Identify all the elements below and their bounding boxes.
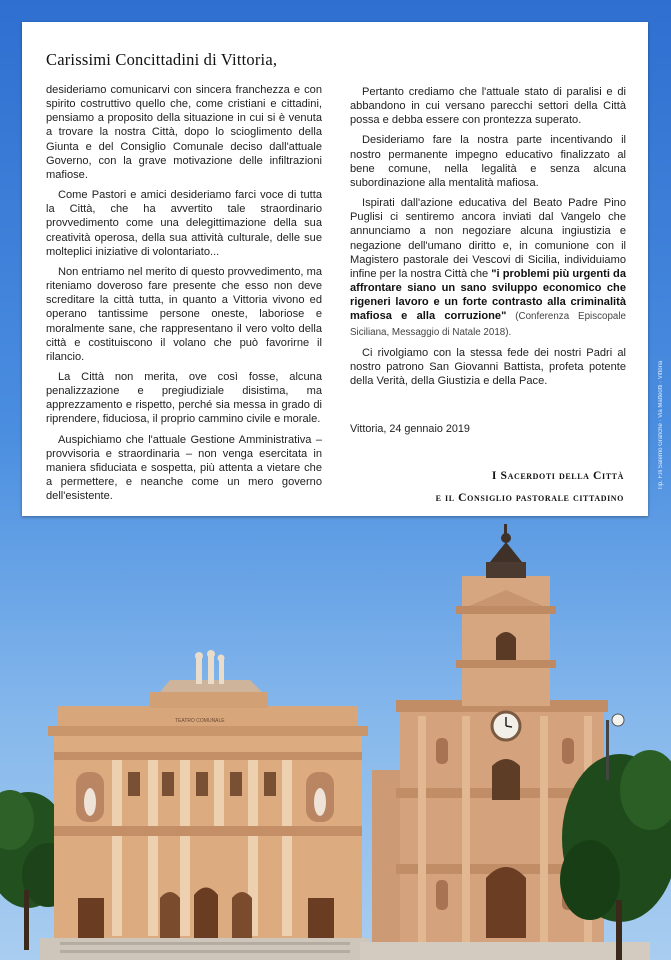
paragraph: desideriamo comunicarvi con sincera franchezza e con spirito costruttivo quello che, come cristiani e cittadini, pensiamo a proposito della situazione in cui si è venuta a trovare la nostra Città, dopo lo scioglimento della Giunta e del Consiglio Comunale deciso dall'attuale Governo, con la grave motivazione delle infiltrazioni mafiose. [46,84,322,181]
citation: (Conferenza Episcopale Siciliana, Messaggio di Natale 2018). [350,311,626,338]
paragraph: Desideriamo fare la nostra parte incentivando il nostro permanente impegno educativo finalizzato al bene comune, nella legalità e senza alcuna subordinazione alla mentalità mafiosa. [350,134,626,189]
city-photo [0,520,671,960]
signature-line: I Sacerdoti della Città [491,469,624,482]
paragraph: Pertanto crediamo che l'attuale stato di paralisi e di abbandono in cui versano parecchi settori della Città possa e debba essere con prontezza superato. [350,86,626,127]
letter-panel [22,22,648,516]
signature-line: e il Consiglio pastorale cittadino [435,491,624,504]
letter-column-left [46,83,322,509]
letter-column-right [350,85,626,394]
paragraph-text: Ispirati dall'azione educativa del Beato Padre Pino Puglisi ci sentiremo ancora inviati dal Vangelo che annunciamo a non negoziare alcuna ingiustizia e negazione dell'umano diritto e, in comunione con il Magistero pastorale dei Vescovi di Sicilia, individuiamo infine per la nostra Città che [350,197,626,280]
paragraph: Come Pastori e amici desideriamo farci voce di tutta la Città, che ha avvertito tale straordinario provvedimento come una delegittimazione della sua creatività operosa, della sua attività culturale, delle sue molteplici iniziative di volontariato... [46,189,322,258]
paragraph: La Città non merita, ove così fosse, alcuna penalizzazione e pregiudiziale disistima, ma apprezzamento e rispetto, perché sia messa in grado di riprendere, fiduciosa, il proprio cammino civile e morale. [46,370,322,426]
paragraph: Auspichiamo che l'attuale Gestione Amministrativa – provvisoria e straordinaria – non venga esercitata in maniera sfiduciata e sospetta, più attenta a vietare che a permettere, e neanche come un mero governo dell'esistente. [46,433,322,503]
theatre-building [40,650,370,960]
theatre-inscription: TEATRO COMUNALE [175,718,225,724]
paragraph: Non entriamo nel merito di questo provvedimento, ma riteniamo doveroso fare presente che esso non deve screditare la città tutta, in quanto a Vittoria vivono ed operano tantissime persone oneste, laboriose e moralmente sane, che rappresentano il vero volto della città e costituiscono il volano che può favorirne il rilancio. [46,265,322,363]
paragraph: Ci rivolgiamo con la stessa fede dei nostri Padri al nostro patrono San Giovanni Battista, profeta potente della Verità, della Giustizia e della Pace. [350,346,626,387]
printer-imprint: Tip. F.lli Salerno Grafiche · Via Matteotti · Vittoria [658,360,664,490]
letter-date: Vittoria, 24 gennaio 2019 [350,423,470,435]
letter-greeting: Carissimi Concittadini di Vittoria, [46,50,278,69]
paragraph-puglisi [350,196,626,340]
signature-block [436,465,624,509]
bold-quote: "i problemi più urgenti da affrontare siano un sano sviluppo economico che rigeneri lavoro e un forte contrasto alla criminalità mafiosa e alla corruzione" [350,267,626,323]
